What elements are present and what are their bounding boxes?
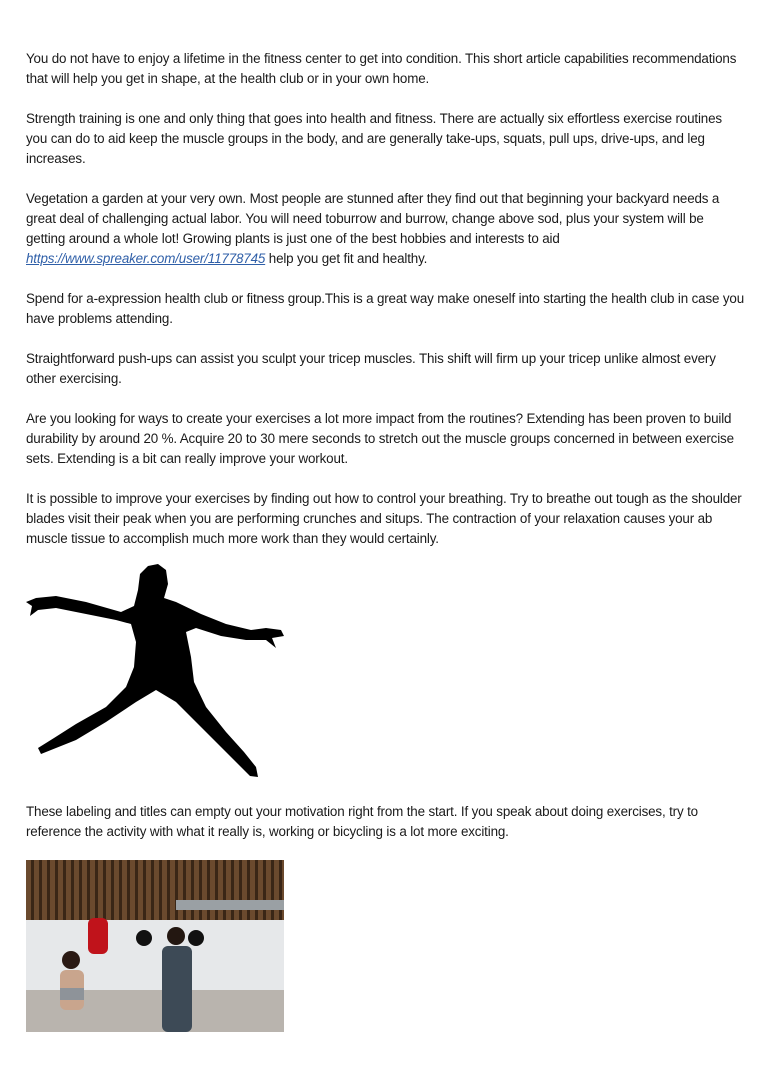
boxing-training-photo — [26, 860, 284, 1032]
paragraph-intro: You do not have to enjoy a lifetime in the fitness center to get into condition. This short article capabilities recommendations that will help you get in shape, at the health club or in your own home. — [26, 51, 737, 86]
paragraph-stretching: Are you looking for ways to create your exercises a lot more impact from the routines? Extending has been proven to build durability by around 20 %. Acquire 20 to 30 mere seconds to stretch out the muscle groups concerned in between exercise sets. Extending is a bit can really improve your workout. — [26, 411, 734, 466]
spreaker-link[interactable]: https://www.spreaker.com/user/11778745 — [26, 251, 266, 266]
paragraph-strength: Strength training is one and only thing that goes into health and fitness. There are actually six effortless exercise routines you can do to aid keep the muscle groups in the body, and are generally take-ups, squats, pull ups, drive-ups, and leg increases. — [26, 111, 722, 166]
paragraph-health-club: Spend for a-expression health club or fitness group.This is a great way make oneself into starting the health club in case you have problems attending. — [26, 291, 744, 326]
paragraph-garden-text: Vegetation a garden at your very own. Most people are stunned after they find out that beginning your backyard needs a great deal of challenging actual labor. You will need toburrow and burrow, change above sod, plus your system will be getting around a whole lot! Growing plants is just one of the best hobbies and interests to aid — [26, 191, 720, 246]
paragraph-pushups: Straightforward push-ups can assist you sculpt your tricep muscles. This shift will firm up your tricep unlike almost every other exercising. — [26, 351, 716, 386]
dancer-silhouette-image — [26, 562, 288, 784]
paragraph-motivation: These labeling and titles can empty out your motivation right from the start. If you speak about doing exercises, try to reference the activity with what it really is, working or bicycling is a lot more exciting. — [26, 804, 698, 839]
paragraph-garden-tail: help you get fit and healthy. — [268, 251, 428, 266]
paragraph-breathing: It is possible to improve your exercises by finding out how to control your breathing. Try to breathe out tough as the shoulder blades visit their peak when you are performing crunches and situps. The contraction of your relaxation causes your ab muscle tissue to accomplish much more work than they would certainly. — [26, 491, 742, 546]
paragraph-garden — [26, 189, 746, 269]
